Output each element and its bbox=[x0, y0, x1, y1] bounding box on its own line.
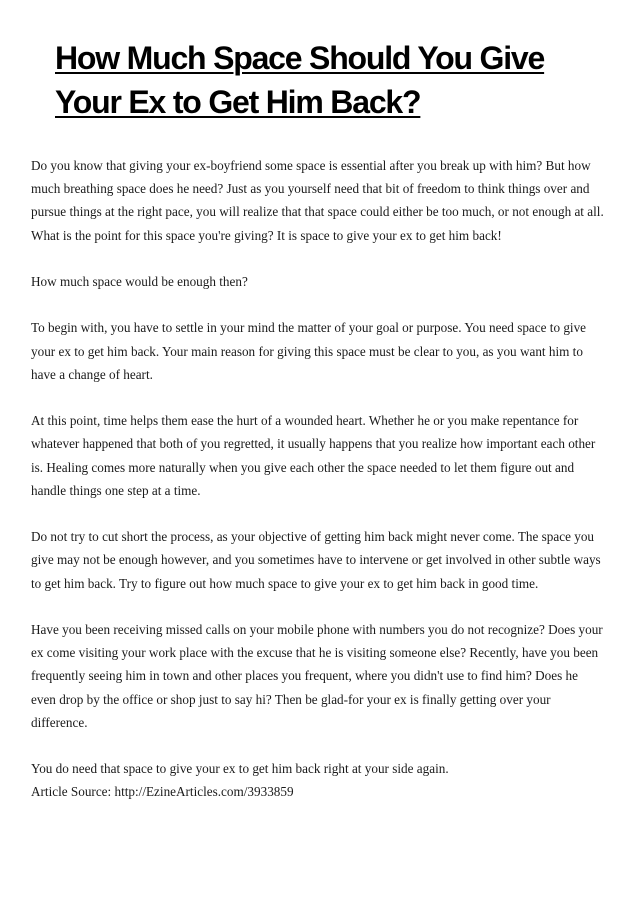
page-title bbox=[55, 36, 615, 124]
paragraph-goal: To begin with, you have to settle in your mind the matter of your goal or purpose. You need space to give your ex to get him back. Your main reason for giving this space must be clear to you, as you want him to have a change of heart. bbox=[31, 320, 587, 382]
paragraph-question: How much space would be enough then? bbox=[31, 274, 248, 289]
paragraph-intro: Do you know that giving your ex-boyfriend some space is essential after you break up with him? But how much breathing space does he need? Just as you yourself need that bit of freedom to think things over and pursue things at the right pace, you will realize that that space could either be too much, or not enough at all. What is the point for this space you're giving? It is space to give your ex to get him back! bbox=[31, 158, 604, 243]
article-body bbox=[31, 154, 606, 804]
paragraph-healing: At this point, time helps them ease the hurt of a wounded heart. Whether he or you make repentance for whatever happened that both of you regretted, it usually happens that you realize how important each other is. Healing comes more naturally when you give each other the space needed to let them figure out and handle things one step at a time. bbox=[31, 413, 596, 498]
title-line-2: Your Ex to Get Him Back? bbox=[55, 84, 421, 120]
paragraph-signs: Have you been receiving missed calls on your mobile phone with numbers you do not recognize? Does your ex come visiting your work place with the excuse that he is visiting someone else? Recently, have you been frequently seeing him in town and other places you frequent, where you didn't use to find him? Does he even drop by the office or shop just to say hi? Then be glad-for your ex is finally getting over your difference. bbox=[31, 621, 603, 730]
paragraph-conclusion: You do need that space to give your ex to get him back right at your side again. bbox=[31, 761, 449, 777]
article-source: Article Source: http://EzineArticles.com/3933859 bbox=[31, 784, 294, 800]
paragraph-process: Do not try to cut short the process, as your objective of getting him back might never come. The space you give may not be enough however, and you sometimes have to intervene or get involved in other subtle ways to get him back. Try to figure out how much space to give your ex to get him back in good time. bbox=[31, 529, 601, 591]
title-line-1: How Much Space Should You Give bbox=[55, 40, 545, 76]
